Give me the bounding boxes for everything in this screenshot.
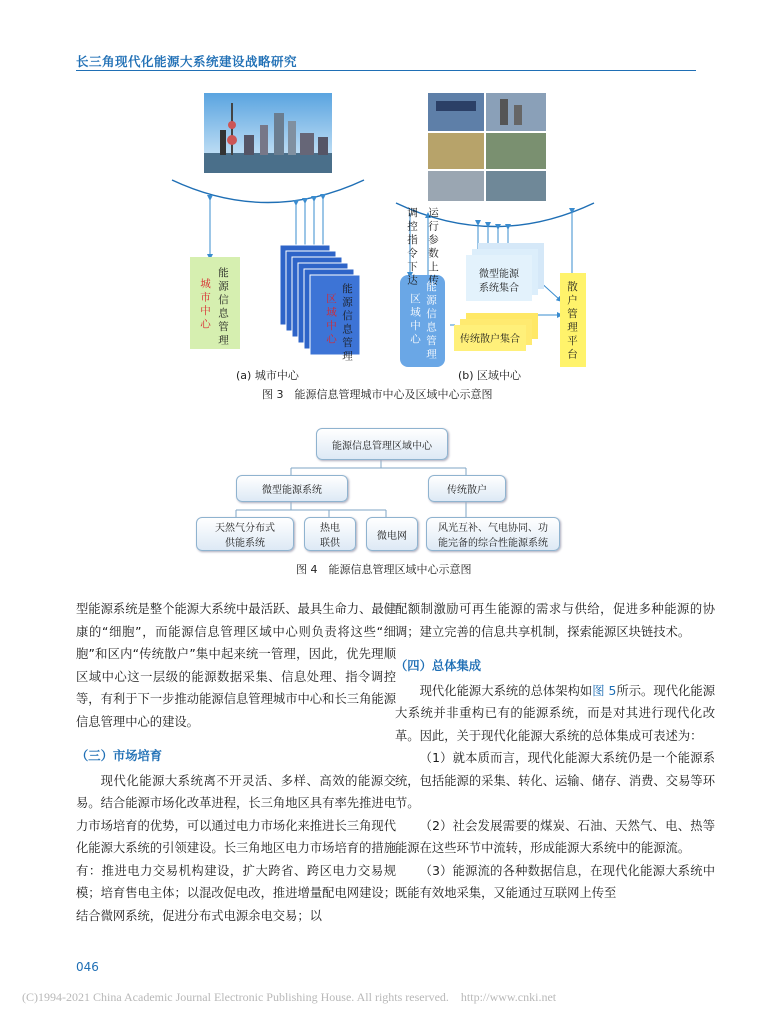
figure-3-caption: 图 3 能源信息管理城市中心及区域中心示意图 [262,388,493,401]
traditional-set-label: 传统散户集合 [460,334,520,345]
figure-3-diagram [160,85,620,400]
fig4-root-node: 能源信息管理区域中心 [316,428,448,460]
fig4-integrated-node: 风光互补、气电协同、功 能完备的综合性能源系统 [426,517,560,551]
scatter-platform-label: 散户管理平台 [566,281,578,362]
fig4-chp-node: 热电 联供 [304,517,356,551]
city-center-red-label: 城市中心 [199,278,211,332]
running-header: 长三角现代化能源大系统建设战略研究 [76,54,298,69]
copyright-footer: (C)1994-2021 China Academic Journal Electronic Publishing House. All rights reserved. http://www.cnki.net [22,990,557,1004]
fig4-gas-node: 天然气分布式 供能系统 [196,517,294,551]
stack-red-label: 区域中心 [325,293,337,347]
param-label: 运行参数上传 [427,207,439,288]
region-center-label: 区域中心 [409,293,421,347]
right-paragraph-1: 配额制激励可再生能源的需求与供给，促进多种能源的协调；建立完善的信息共享机制，探索能源区块链技术。 [395,602,715,639]
fig4-micro-energy-node: 微型能源系统 [236,475,348,502]
left-paragraph-1: 型能源系统是整个能源大系统中最活跃、最具生命力、最健康的“细胞”，而能源信息管理区域中心则负责将这些“细胞”和区内“传统散户”集中起来统一管理，因此，优先理顺区域中心这一层级的能源数据采集、信息处理、指令调控等，有利于下一步推动能源信息管理城市中心和长三角能源信息管理中心的建设。 [76,602,396,729]
region-energy-label: 能源信息管理 [425,281,437,362]
subcaption-a: (a) 城市中心 [236,369,299,382]
right-paragraph-5: （3）能源流的各种数据信息，在现代化能源大系统中既能有效地采集，又能通过互联网上传至 [395,863,715,900]
figure-4 [196,420,566,560]
right-paragraph-3: （1）就本质而言，现代化能源大系统仍是一个能源系统，包括能源的采集、转化、运输、储存、消费、交易等环节。 [395,751,715,810]
page-number: 046 [76,960,99,974]
section-heading-market: （三）市场培育 [76,749,163,763]
left-paragraph-2: 现代化能源大系统离不开灵活、多样、高效的能源交易。结合能源市场化改革进程，长三角地区具有率先推进电力市场培育的优势，可以通过电力市场化来推进长三角现代化能源大系统的引领建设。长三角地区电力市场培育的措施有：推进电力交易机构建设，扩大跨省、跨区电力交易规模；培育售电主体；以混改促电改，推进增量配电网建设；结合微网系统，促进分布式电源余电交易；以 [76,773,396,923]
fig4-microgrid-node: 微电网 [366,517,418,551]
micro-set-label: 微型能源 系统集合 [479,269,519,294]
figure-3 [160,85,620,400]
command-label: 调控指令下达 [406,207,418,288]
right-column [395,598,715,905]
energy-facilities-image [428,93,546,201]
left-column [76,598,396,927]
fig4-traditional-node: 传统散户 [428,475,506,502]
header-divider [76,70,696,71]
figure-5-link[interactable]: 图 5 [592,683,617,698]
figure-4-caption: 图 4 能源信息管理区域中心示意图 [296,563,472,576]
city-arc [172,180,364,203]
right-paragraph-4: （2）社会发展需要的煤炭、石油、天然气、电、热等能源在这些环节中流转，形成能源大系统中的能源流。 [395,818,715,855]
right-paragraph-2: 现代化能源大系统的总体架构如图 5所示。现代化能源大系统并非重构已有的能源系统，而是对其进行现代化改革。因此，关于现代化能源大系统的总体集成可表述为： [395,683,715,743]
subcaption-b: (b) 区域中心 [458,369,522,382]
stack-black-label: 能源信息管理 [341,283,353,364]
city-center-black-label: 能源信息管理 [217,267,229,348]
section-heading-integration: （四）总体集成 [395,659,482,673]
city-skyline-image [204,93,332,173]
